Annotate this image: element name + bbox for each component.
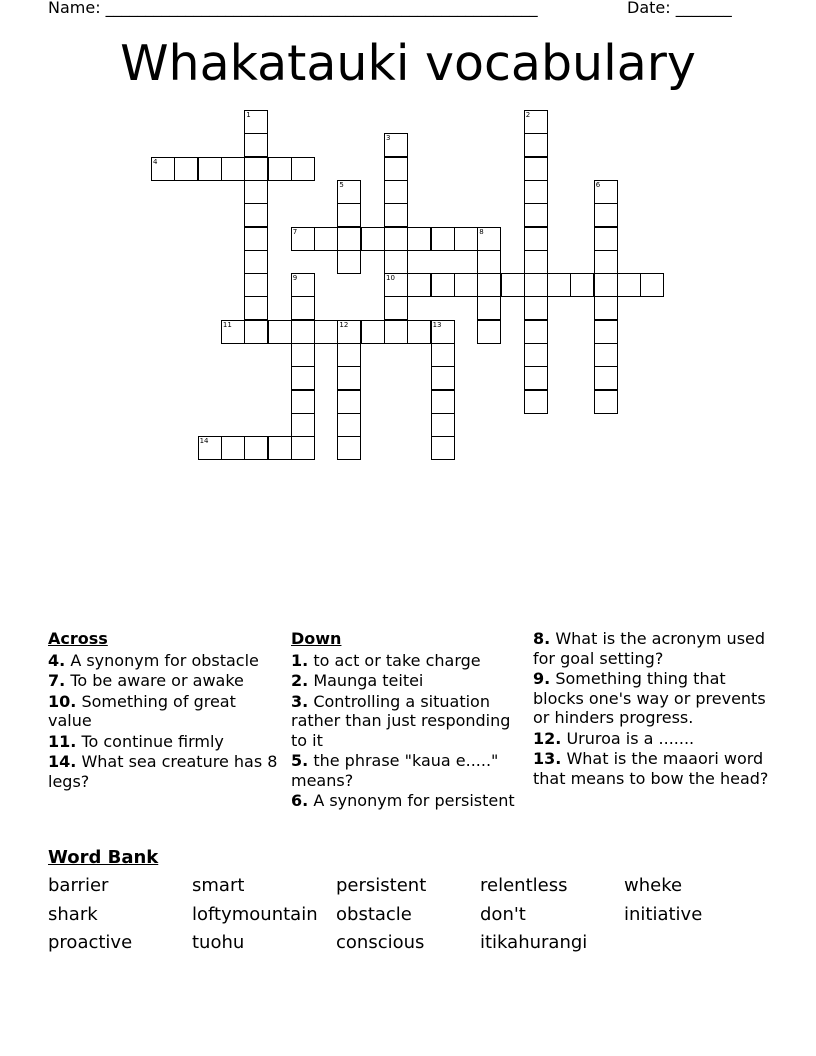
grid-cell-number: 9 [292,274,298,283]
grid-cell [221,157,245,181]
grid-cell [524,343,548,367]
grid-cell [407,227,431,251]
clue-down-2: 2. Maunga teitei [291,671,424,690]
grid-cell [291,366,315,390]
grid-cell [384,180,408,204]
grid-cell [594,390,618,414]
grid-cell [407,273,431,297]
word-bank-item: shark [48,904,98,925]
grid-cell [291,413,315,437]
grid-cell [361,320,385,344]
grid-cell [617,273,641,297]
grid-cell-number: 6 [595,180,601,189]
word-bank-item: proactive [48,932,133,953]
grid-cell [431,366,455,390]
grid-cell [477,296,501,320]
grid-cell [314,320,338,344]
grid-cell [431,390,455,414]
grid-cell [454,227,478,251]
grid-cell [640,273,664,297]
word-bank-item: relentless [480,875,568,896]
grid-cell [431,320,455,344]
grid-cell-number: 5 [339,180,344,189]
grid-cell [384,203,408,227]
grid-cell [337,343,361,367]
clue-down-9: 9. Something thing that blocks one's way or prevents or hinders progress. [533,669,766,727]
grid-cell [384,157,408,181]
word-bank-item: smart [192,875,245,896]
grid-cell [524,250,548,274]
grid-cell [547,273,571,297]
grid-cell [524,133,548,157]
word-bank-title: Word Bank [48,847,159,868]
grid-cell [244,227,268,251]
across-heading: Across [48,629,108,648]
grid-cell [594,366,618,390]
word-bank-item: tuohu [192,932,245,953]
grid-cell [594,320,618,344]
grid-cell [337,203,361,227]
grid-cell [594,250,618,274]
grid-cell [291,273,315,297]
grid-cell [407,320,431,344]
clue-across-14: 14. What sea creature has 8 legs? [48,752,278,791]
grid-cell [431,273,455,297]
grid-cell [431,227,455,251]
grid-cell [151,157,175,181]
word-bank-item: persistent [336,875,427,896]
grid-cell [477,227,501,251]
grid-cell [244,133,268,157]
grid-cell [524,227,548,251]
grid-cell-number: 7 [292,227,298,236]
clue-down-8: 8. What is the acronym used for goal setting? [533,629,766,668]
grid-cell [291,436,315,460]
grid-cell [337,366,361,390]
grid-cell [594,343,618,367]
name-field-label: Name: ______________________________________________________ [48,0,538,17]
page-title: Whakatauki vocabulary [120,35,696,92]
grid-cell [244,203,268,227]
grid-cell [291,343,315,367]
grid-cell [594,203,618,227]
grid-cell [314,227,338,251]
grid-cell [524,180,548,204]
grid-cell-number: 14 [199,437,209,446]
grid-cell [524,390,548,414]
clue-down-12: 12. Ururoa is a ....... [533,728,695,748]
grid-cell [361,227,385,251]
grid-cell [268,157,292,181]
grid-cell [291,296,315,320]
clue-down-5: 5. the phrase "kaua e....." means? [291,751,499,790]
grid-cell [477,250,501,274]
word-bank-item: barrier [48,875,109,896]
grid-cell [570,273,594,297]
grid-cell [594,296,618,320]
grid-cell [384,250,408,274]
grid-cell [384,273,408,297]
grid-cell [244,296,268,320]
clue-down-13: 13. What is the maaori word that means to bow the head? [533,749,769,788]
grid-cell [594,180,618,204]
grid-cell [198,157,222,181]
grid-cell [268,436,292,460]
word-bank-item: initiative [624,904,703,925]
grid-cell [524,320,548,344]
grid-cell [291,157,315,181]
clue-down-1: 1. to act or take charge [291,650,481,670]
grid-cell [337,390,361,414]
word-bank-item: wheke [624,875,683,896]
date-field-label: Date: _______ [627,0,732,17]
down-clues-continued [533,629,773,789]
grid-cell [244,273,268,297]
grid-cell [524,110,548,134]
grid-cell [384,227,408,251]
grid-cell [244,157,268,181]
grid-cell [291,227,315,251]
grid-cell [337,320,361,344]
grid-cell [524,203,548,227]
clue-down-6: 6. A synonym for persistent [291,791,515,810]
word-bank-item: don't [480,904,526,925]
grid-cell [244,320,268,344]
grid-cell [477,320,501,344]
grid-cell [477,273,501,297]
grid-cell-number: 8 [479,227,484,236]
grid-cell [524,366,548,390]
grid-cell-number: 4 [153,157,158,166]
grid-cell [337,413,361,437]
grid-cell-number: 13 [432,320,442,329]
clue-across-11: 11. To continue firmly [48,731,224,751]
grid-cell [501,273,525,297]
grid-cell [291,390,315,414]
across-clues [48,629,280,792]
grid-cell [198,436,222,460]
grid-cell [431,413,455,437]
grid-cell [431,343,455,367]
down-clues [291,629,527,812]
grid-cell [384,133,408,157]
grid-cell [337,250,361,274]
grid-cell [174,157,198,181]
grid-cell [291,320,315,344]
grid-cell [594,227,618,251]
grid-cell [221,320,245,344]
word-bank-item: obstacle [336,904,412,925]
grid-cell-number: 1 [246,111,251,119]
clue-across-7: 7. To be aware or awake [48,671,244,690]
grid-cell [221,436,245,460]
grid-cell [337,180,361,204]
clue-across-4: 4. A synonym for obstacle [48,650,259,670]
grid-cell-number: 10 [386,274,395,283]
grid-cell-number: 12 [339,320,349,329]
grid-cell [337,227,361,251]
grid-cell [244,250,268,274]
grid-cell [524,296,548,320]
grid-cell [431,436,455,460]
grid-cell [524,273,548,297]
grid-cell [594,273,618,297]
grid-cell-number: 3 [386,134,391,143]
down-heading: Down [291,629,342,648]
grid-cell [337,436,361,460]
grid-cell [384,296,408,320]
grid-cell [384,320,408,344]
clue-across-10: 10. Something of great value [48,691,236,730]
grid-cell [244,180,268,204]
clue-down-3: 3. Controlling a situation rather than just responding to it [291,691,511,750]
word-bank-item: itikahurangi [480,932,588,953]
grid-cell [268,320,292,344]
grid-cell-number: 11 [222,320,232,329]
word-bank-item: loftymountain [192,904,318,925]
word-bank-item: conscious [336,932,425,953]
grid-cell [524,157,548,181]
grid-cell [244,436,268,460]
grid-cell-number: 2 [525,111,531,119]
grid-cell [454,273,478,297]
grid-cell [244,110,268,134]
